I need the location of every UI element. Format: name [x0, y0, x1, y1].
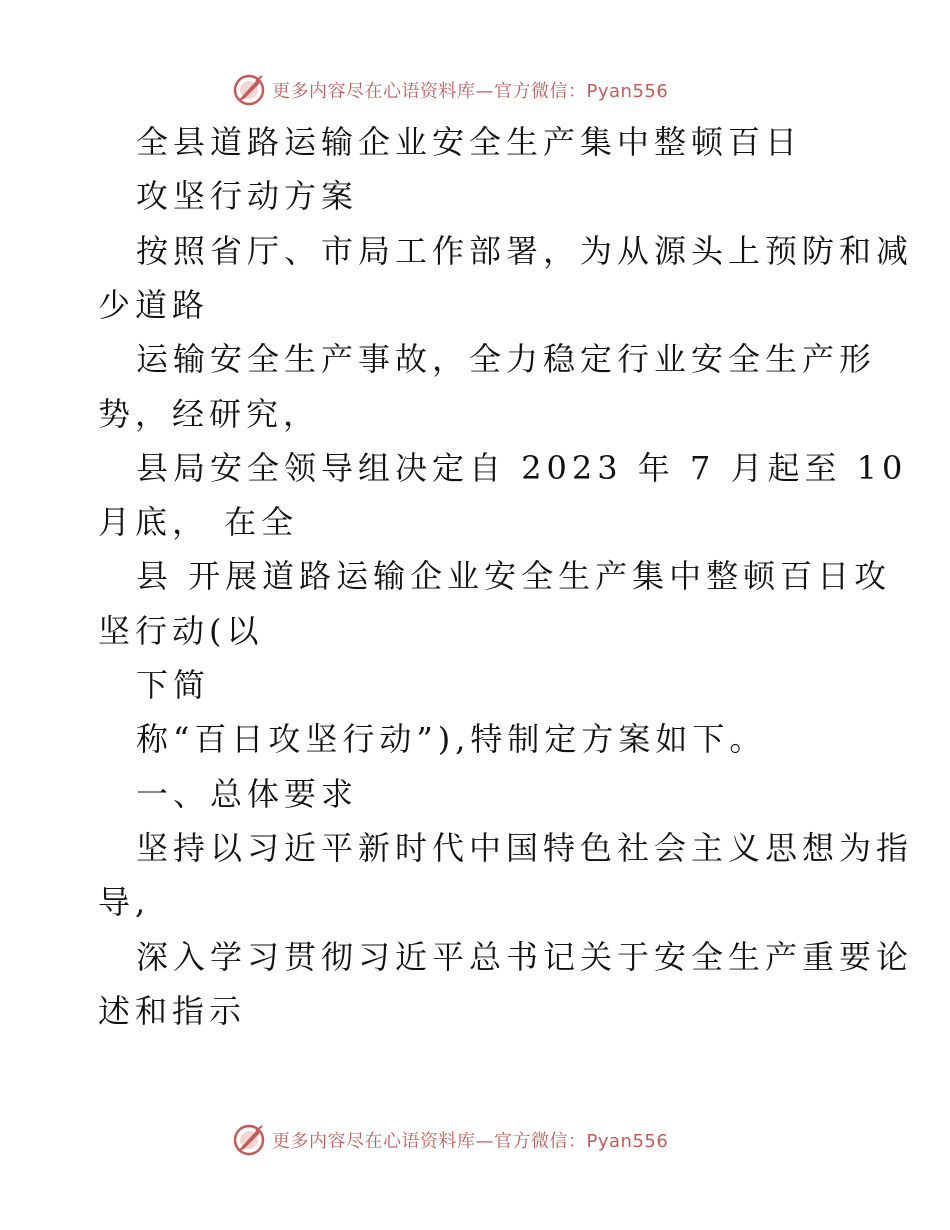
feather-pen-logo-icon — [232, 1123, 266, 1157]
document-line: 月底， 在全 — [98, 503, 299, 541]
document-line: 坚行动(以 — [98, 612, 264, 650]
document-line: 运输安全生产事故，全力稳定行业安全生产形 — [136, 340, 877, 378]
header-watermark — [232, 72, 668, 108]
feather-pen-logo-icon — [232, 73, 266, 107]
document-line: 全县道路运输企业安全生产集中整顿百日 — [136, 123, 803, 161]
document-line: 县 开展道路运输企业安全生产集中整顿百日攻 — [136, 557, 892, 595]
document-line: 述和指示 — [98, 992, 247, 1030]
watermark-text: 更多内容尽在心语资料库—官方微信：Pyan556 — [272, 81, 669, 102]
document-line: 势，经研究， — [98, 395, 321, 433]
document-line: 按照省厅、市局工作部署，为从源头上预防和减 — [136, 232, 914, 270]
document-line: 称“百日攻坚行动”),特制定方案如下。 — [136, 720, 767, 758]
document-line: 导, — [98, 883, 151, 921]
footer-watermark — [232, 1122, 668, 1158]
document-line: 深入学习贯彻习近平总书记关于安全生产重要论 — [136, 938, 914, 976]
document-line: 坚持以习近平新时代中国特色社会主义思想为指 — [136, 829, 914, 867]
document-line: 少道路 — [98, 286, 210, 324]
document-line: 下简 — [136, 666, 211, 704]
document-line: 一、总体要求 — [136, 775, 359, 813]
watermark-text: 更多内容尽在心语资料库—官方微信：Pyan556 — [272, 1131, 669, 1152]
document-line: 攻坚行动方案 — [136, 177, 359, 215]
document-line: 县局安全领导组决定自 2023 年 7 月起至 10 — [136, 449, 908, 487]
